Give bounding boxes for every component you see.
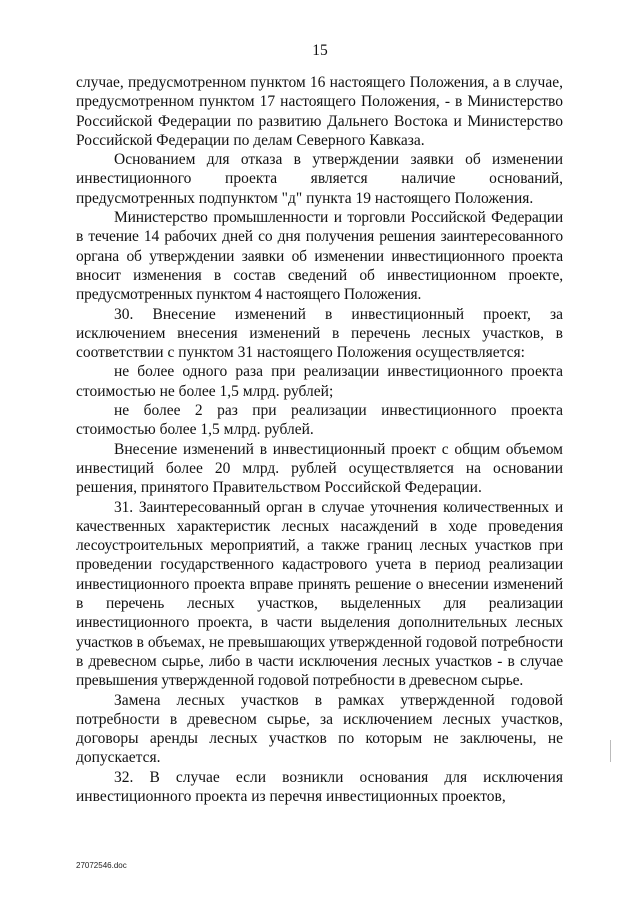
scan-mark (610, 740, 611, 762)
paragraph-refusal-grounds: Основанием для отказа в утверждении заявки об изменении инвестиционного проекта является наличие оснований, предусмотренных подпунктом "д" пункта 19 настоящего Положения. (76, 151, 563, 207)
paragraph-ministry-changes: Министерство промышленности и торговли Российской Федерации в течение 14 рабочих дней со дня получения решения заинтересованного органа об утверждении заявки об изменении инвестиционного проекта вносит изменения в состав сведений об инвестиционном проекте, предусмотренных пунктом 4 настоящего Положения. (76, 209, 563, 304)
paragraph-clause-30: 30. Внесение изменений в инвестиционный проект, за исключением внесения изменений в перечень лесных участков, в соответствии с пунктом 31 настоящего Положения осуществляется: (76, 305, 563, 362)
paragraph-clause-30-once: не более одного раза при реализации инвестиционного проекта стоимостью не более 1,5 млрд. рублей; (76, 363, 563, 400)
page-number: 15 (312, 42, 328, 59)
document-body (76, 73, 563, 806)
file-name-footer: 27072546.doc (76, 861, 127, 870)
paragraph-clause-32: 32. В случае если возникли основания для исключения инвестиционного проекта из перечня инвестиционных проектов, (76, 768, 563, 805)
paragraph-clause-30-twice: не более 2 раз при реализации инвестиционного проекта стоимостью более 1,5 млрд. рублей. (76, 402, 563, 439)
paragraph-clause-31-replacement: Замена лесных участков в рамках утвержденной годовой потребности в древесном сырье, за исключением лесных участков, договоры аренды лесных участков по которым не заключены, не допускается. (76, 691, 563, 767)
paragraph-clause-30-government: Внесение изменений в инвестиционный проект с общим объемом инвестиций более 20 млрд. рублей осуществляется на основании решения, принятого Правительством Российской Федерации. (76, 440, 563, 497)
paragraph-clause-31: 31. Заинтересованный орган в случае уточнения количественных и качественных характеристик лесных насаждений в ходе проведения лесоустроительных мероприятий, а также границ лесных участков при проведении государственного кадастрового учета в период реализации инвестиционного проекта вправе принять решение о внесении изменений в перечень лесных участков, выделенных для реализации инвестиционного проекта, в части выделения дополнительных лесных участков в объемах, не превышающих утвержденной годовой потребности в древесном сырье, либо в части исключения лесных участков - в случае превышения утвержденной годовой потребности в древесном сырье. (76, 498, 563, 690)
paragraph-continuation: случае, предусмотренном пунктом 16 настоящего Положения, а в случае, предусмотренном пунктом 17 настоящего Положения, - в Министерство Российской Федерации по развитию Дальнего Востока и Министерство Российской Федерации по делам Северного Кавказа. (76, 74, 563, 149)
